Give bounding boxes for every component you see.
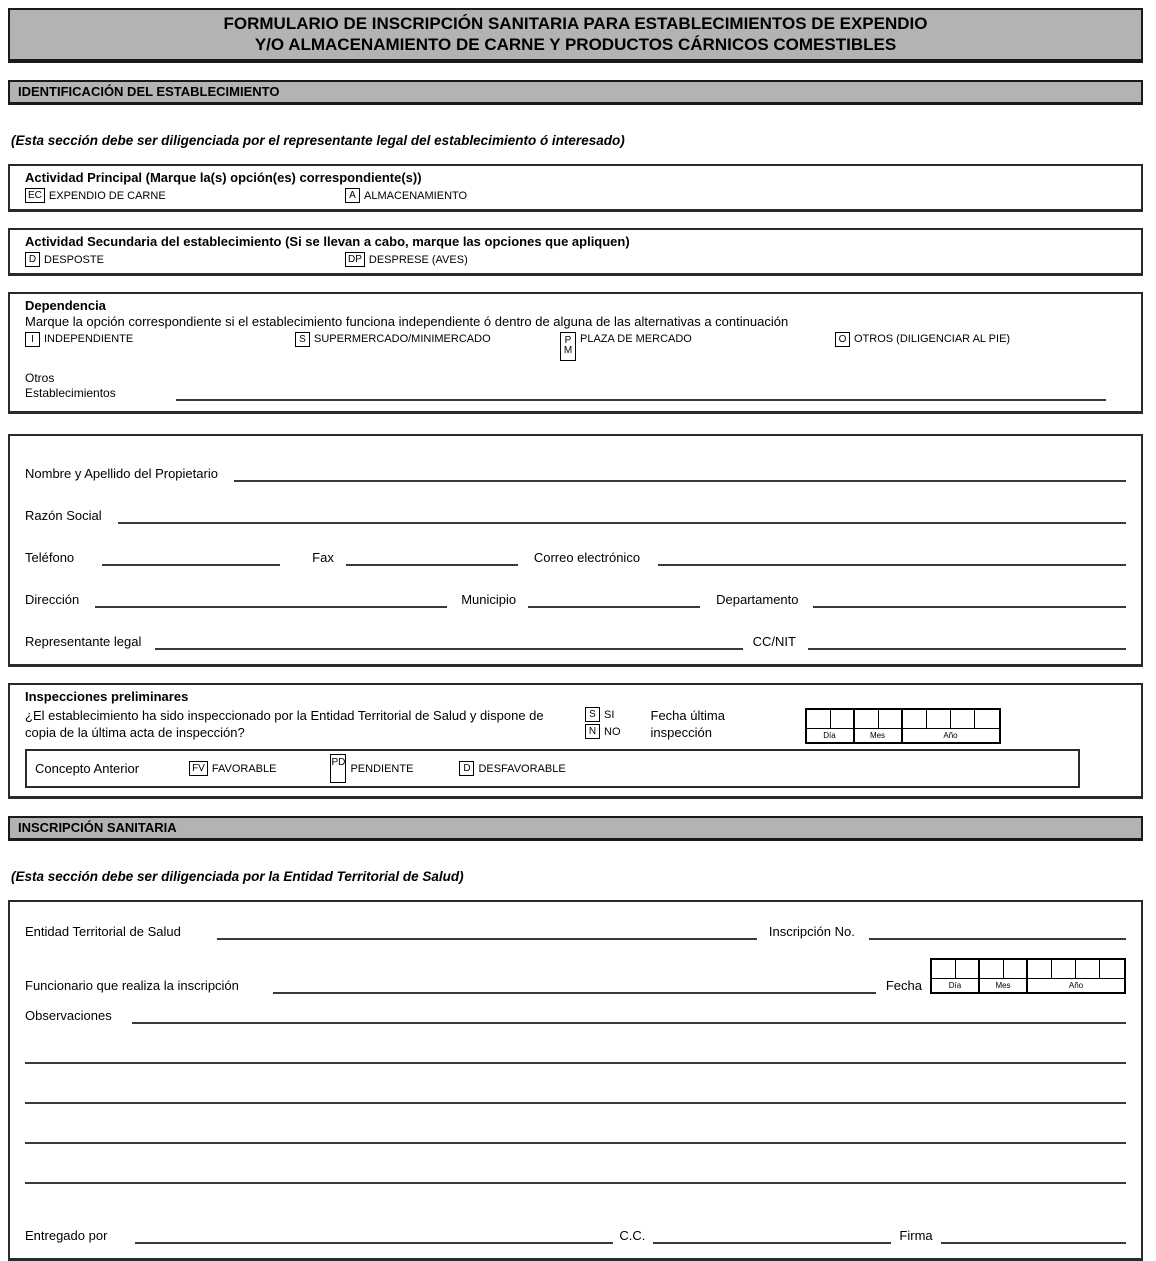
option-independiente	[25, 332, 295, 347]
input-entregado-por[interactable]	[135, 1241, 613, 1244]
option-label-plaza-mercado: PLAZA DE MERCADO	[580, 333, 692, 345]
checkbox-independiente[interactable]: I	[25, 332, 40, 347]
otros-label-line1: Otros	[25, 371, 55, 385]
date-cell-ano-2[interactable]	[927, 710, 951, 729]
option-supermercado	[295, 332, 560, 347]
date-cell-ano-2[interactable]	[1052, 960, 1076, 979]
entidad-label: Entidad Territorial de Salud	[25, 924, 181, 939]
checkbox-plaza-mercado[interactable]: PM	[560, 332, 576, 361]
option-label-almacenamiento: ALMACENAMIENTO	[364, 189, 468, 202]
checkbox-almacenamiento[interactable]: A	[345, 188, 360, 203]
option-no	[585, 724, 621, 739]
checkbox-supermercado[interactable]: S	[295, 332, 310, 347]
funcionario-label: Funcionario que realiza la inscripción	[25, 978, 239, 993]
inspecciones-title: Inspecciones preliminares	[25, 689, 189, 704]
razon-social-row	[25, 508, 1126, 524]
observaciones-row	[25, 1008, 1126, 1024]
date-cell-mes-2[interactable]	[1004, 960, 1028, 979]
otros-establecimientos-label	[25, 371, 116, 401]
option-label-no: NO	[604, 725, 621, 738]
date-cell-ano-4[interactable]	[1100, 960, 1124, 979]
observaciones-label: Observaciones	[25, 1008, 112, 1023]
actividad-secundaria-title: Actividad Secundaria del establecimiento (Si se llevan a cabo, marque las opciones que apliquen)	[25, 234, 630, 249]
date-label-mes: Mes	[980, 979, 1028, 992]
option-desprese	[345, 252, 468, 267]
date-cell-mes-1[interactable]	[855, 710, 879, 729]
date-label-mes: Mes	[855, 729, 903, 742]
checkbox-favorable[interactable]: FV	[189, 761, 208, 776]
option-expendio-carne	[25, 188, 345, 203]
note-inscripcion: (Esta sección debe ser diligenciada por la Entidad Territorial de Salud)	[11, 869, 464, 884]
observaciones-line-4[interactable]	[25, 1142, 1126, 1144]
concepto-anterior-box	[25, 749, 1080, 788]
actividad-principal-title: Actividad Principal (Marque la(s) opción(es) correspondiente(s))	[25, 170, 422, 185]
inspecciones-box	[8, 683, 1143, 799]
otros-label-line2: Establecimientos	[25, 386, 116, 400]
checkbox-desposte[interactable]: D	[25, 252, 40, 267]
inspecciones-question: ¿El establecimiento ha sido inspeccionado por la Entidad Territorial de Salud y dispone de copia de la última acta de inspección?	[25, 708, 544, 740]
checkbox-expendio-carne[interactable]: EC	[25, 188, 45, 203]
date-cell-dia-1[interactable]	[932, 960, 956, 979]
date-cell-dia-2[interactable]	[831, 710, 855, 729]
input-departamento[interactable]	[813, 605, 1127, 608]
direccion-label: Dirección	[25, 592, 80, 607]
checkbox-otros[interactable]: O	[835, 332, 850, 347]
concepto-anterior-label: Concepto Anterior	[35, 761, 140, 776]
checkbox-si[interactable]: S	[585, 707, 600, 722]
nombre-propietario-row	[25, 466, 1126, 482]
ccnit-label: CC/NIT	[752, 634, 796, 649]
observaciones-line-2[interactable]	[25, 1062, 1126, 1064]
input-entidad[interactable]	[217, 937, 757, 940]
date-cell-mes-1[interactable]	[980, 960, 1004, 979]
input-ccnit[interactable]	[808, 647, 1126, 650]
input-nombre-propietario[interactable]	[234, 479, 1126, 482]
nombre-propietario-label: Nombre y Apellido del Propietario	[25, 466, 218, 481]
observaciones-line-3[interactable]	[25, 1102, 1126, 1104]
option-desposte	[25, 252, 345, 267]
section-header-inscripcion: INSCRIPCIÓN SANITARIA	[8, 816, 1143, 841]
si-no-checkboxes	[585, 707, 621, 741]
date-cell-ano-1[interactable]	[1028, 960, 1052, 979]
option-label-expendio-carne: EXPENDIO DE CARNE	[48, 189, 166, 202]
inspecciones-question-row	[25, 707, 1126, 744]
input-otros-establecimientos[interactable]	[176, 398, 1106, 401]
checkbox-no[interactable]: N	[585, 724, 600, 739]
option-label-supermercado: SUPERMERCADO/MINIMERCADO	[314, 333, 491, 345]
date-cell-dia-2[interactable]	[956, 960, 980, 979]
departamento-label: Departamento	[716, 592, 799, 607]
option-favorable	[189, 761, 276, 776]
observaciones-line-5[interactable]	[25, 1182, 1126, 1184]
input-fax[interactable]	[346, 563, 518, 566]
option-label-independiente: INDEPENDIENTE	[44, 333, 134, 345]
checkbox-desprese[interactable]: DP	[345, 252, 365, 267]
representante-ccnit-row	[25, 634, 1126, 650]
option-plaza-mercado	[560, 332, 835, 361]
form-title-line2: Y/O ALMACENAMIENTO DE CARNE Y PRODUCTOS CÁRNICOS COMESTIBLES	[254, 35, 897, 54]
telefono-label: Teléfono	[25, 550, 75, 565]
date-cell-ano-1[interactable]	[903, 710, 927, 729]
input-inscripcion-no[interactable]	[869, 937, 1126, 940]
option-label-desprese: DESPRESE (AVES)	[368, 253, 468, 266]
input-direccion[interactable]	[95, 605, 447, 608]
input-funcionario[interactable]	[273, 991, 876, 994]
actividad-secundaria-options	[25, 252, 1126, 267]
form-title-bar	[8, 8, 1143, 63]
fecha-ultima-inspeccion-label: Fecha última inspección	[650, 708, 725, 740]
fecha-ultima-inspeccion-grid	[805, 708, 1001, 744]
inscripcion-box	[8, 900, 1143, 1261]
otros-establecimientos-row	[25, 371, 1126, 401]
input-telefono[interactable]	[102, 563, 280, 566]
note-identificacion: (Esta sección debe ser diligenciada por el representante legal del establecimiento ó interesado)	[11, 133, 625, 148]
actividad-principal-options	[25, 188, 1126, 203]
date-label-dia: Día	[932, 979, 980, 992]
option-label-pendiente: PENDIENTE	[350, 762, 414, 775]
dependencia-title: Dependencia	[25, 298, 106, 313]
fax-label: Fax	[312, 550, 334, 565]
dependencia-instruction: Marque la opción correspondiente si el establecimiento funciona independiente ó dentro de alguna de las alternativas a continuación	[25, 314, 789, 329]
input-cc[interactable]	[653, 1241, 891, 1244]
telefono-fax-correo-row	[25, 550, 1126, 566]
fecha-inscripcion-grid	[930, 958, 1126, 994]
input-razon-social[interactable]	[118, 521, 1126, 524]
input-correo[interactable]	[658, 563, 1126, 566]
date-cell-ano-3[interactable]	[951, 710, 975, 729]
razon-social-label: Razón Social	[25, 508, 102, 523]
form-title-line1: FORMULARIO DE INSCRIPCIÓN SANITARIA PARA ESTABLECIMIENTOS DE EXPENDIO	[223, 14, 928, 33]
date-label-dia: Día	[807, 729, 855, 742]
date-cell-dia-1[interactable]	[807, 710, 831, 729]
entregado-row	[25, 1228, 1126, 1244]
option-label-desfavorable: DESFAVORABLE	[478, 762, 566, 775]
funcionario-row	[25, 958, 1126, 994]
dependencia-options	[25, 332, 1126, 361]
option-pendiente	[330, 754, 413, 783]
option-label-favorable: FAVORABLE	[211, 762, 277, 775]
input-representante[interactable]	[155, 647, 742, 650]
municipio-label: Municipio	[461, 592, 517, 607]
option-otros	[835, 332, 1010, 347]
option-desfavorable	[459, 761, 565, 776]
option-label-otros: OTROS (DILIGENCIAR AL PIE)	[854, 333, 1011, 345]
date-cell-ano-3[interactable]	[1076, 960, 1100, 979]
entregado-por-label: Entregado por	[25, 1228, 108, 1243]
correo-label: Correo electrónico	[533, 550, 641, 565]
entidad-row	[25, 924, 1126, 940]
date-label-ano: Año	[1068, 981, 1084, 990]
section-header-identificacion: IDENTIFICACIÓN DEL ESTABLECIMIENTO	[8, 80, 1143, 105]
input-firma[interactable]	[941, 1241, 1126, 1244]
option-si	[585, 707, 621, 722]
actividad-secundaria-box	[8, 228, 1143, 276]
direccion-municipio-departamento-row	[25, 592, 1126, 608]
date-cell-ano-4[interactable]	[975, 710, 999, 729]
fecha-label: Fecha	[885, 978, 922, 993]
cc-label: C.C.	[619, 1228, 646, 1243]
actividad-principal-box	[8, 164, 1143, 212]
representante-label: Representante legal	[25, 634, 142, 649]
dependencia-box	[8, 292, 1143, 414]
option-label-desposte: DESPOSTE	[44, 253, 104, 266]
option-label-si: SI	[604, 708, 615, 721]
date-label-ano: Año	[943, 731, 958, 740]
inscripcion-no-label: Inscripción No.	[768, 924, 855, 939]
input-observaciones[interactable]	[132, 1021, 1126, 1024]
checkbox-pendiente[interactable]: PD	[330, 754, 346, 783]
firma-label: Firma	[899, 1228, 933, 1243]
date-cell-mes-2[interactable]	[879, 710, 903, 729]
checkbox-desfavorable[interactable]: D	[459, 761, 474, 776]
option-almacenamiento	[345, 188, 467, 203]
datos-establecimiento-box	[8, 434, 1143, 667]
input-municipio[interactable]	[528, 605, 700, 608]
